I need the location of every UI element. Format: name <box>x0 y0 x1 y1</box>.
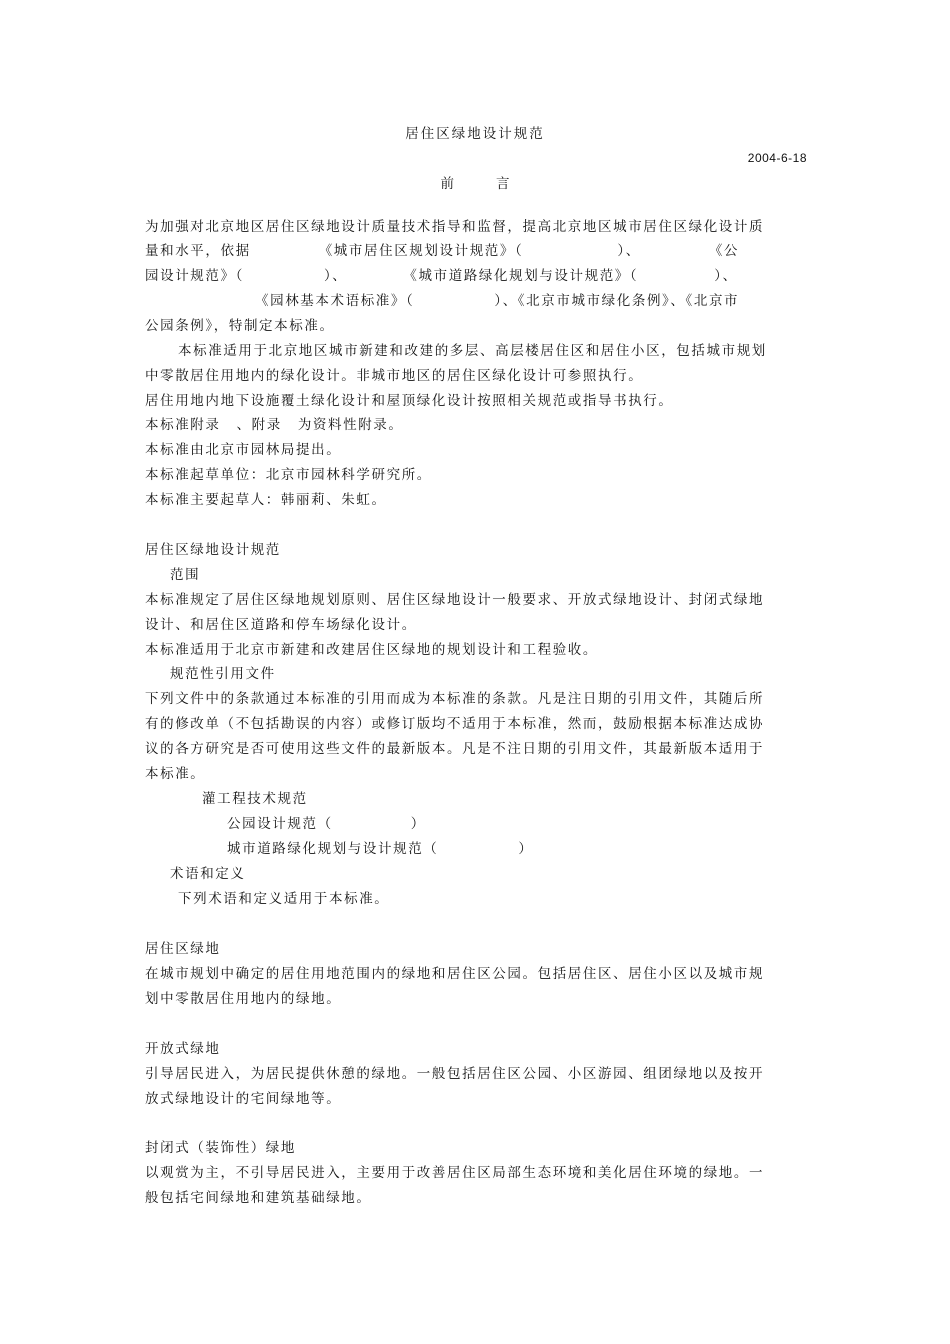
scope-line-3: 本标准适用于北京市新建和改建居住区绿地的规划设计和工程验收。 <box>145 642 598 658</box>
foreword-heading-char-1: 前 <box>440 176 454 192</box>
term-2-heading: 开放式绿地 <box>145 1041 221 1057</box>
foreword-p4 <box>145 416 404 434</box>
text-span: 公园设计规范（ <box>227 816 333 832</box>
text-span: 《城市道路绿化规划与设计规范》（ <box>403 268 639 284</box>
foreword-p3: 居住用地内地下设施覆土绿化设计和屋顶绿化设计按照相关规范或指导书执行。 <box>145 393 674 409</box>
foreword-line-4 <box>145 292 739 310</box>
scope-line-1: 本标准规定了居住区绿地规划原则、居住区绿地设计一般要求、开放式绿地设计、封闭式绿地 <box>145 592 765 608</box>
foreword-line-5: 公园条例》，特制定本标准。 <box>145 318 335 334</box>
section-heading-scope: 范围 <box>170 567 201 583</box>
foreword-p2-line-2: 中零散居住用地内的绿化设计。非城市地区的居住区绿化设计可参照执行。 <box>145 368 644 384</box>
reference-item-1: 灌工程技术规范 <box>202 791 308 807</box>
foreword-p6: 本标准起草单位：北京市园林科学研究所。 <box>145 467 432 483</box>
scope-line-2: 设计、和居住区道路和停车场绿化设计。 <box>145 617 417 633</box>
text-span: 《园林基本术语标准》（ <box>255 293 415 309</box>
foreword-p7: 本标准主要起草人：韩丽莉、朱虹。 <box>145 492 387 508</box>
reference-item-3 <box>227 840 534 858</box>
references-line-3: 议的各方研究是否可使用这些文件的最新版本。凡是不注日期的引用文件，其最新版本适用于 <box>145 741 765 757</box>
body-title: 居住区绿地设计规范 <box>145 542 281 558</box>
section-heading-references: 规范性引用文件 <box>170 666 276 682</box>
text-span: ）、 <box>714 268 738 284</box>
terms-line-1: 下列术语和定义适用于本标准。 <box>178 891 390 907</box>
term-3-line-2: 般包括宅间绿地和建筑基础绿地。 <box>145 1190 372 1206</box>
foreword-line-1: 为加强对北京地区居住区绿地设计质量技术指导和监督，提高北京地区城市居住区绿化设计质 <box>145 219 765 235</box>
text-span: ） <box>518 841 534 857</box>
text-span: 《公 <box>708 243 740 259</box>
text-span: ）、 <box>323 268 348 284</box>
text-span: ）、《北京市城市绿化条例》、《北京市 <box>494 293 740 309</box>
text-span: ） <box>410 816 426 832</box>
term-3-heading: 封闭式（装饰性）绿地 <box>145 1140 296 1156</box>
foreword-heading <box>0 172 950 192</box>
reference-item-2 <box>227 815 426 833</box>
text-span: ）、 <box>617 243 641 259</box>
text-span: 为资料性附录。 <box>297 417 404 433</box>
references-line-4: 本标准。 <box>145 766 206 782</box>
foreword-heading-char-2: 言 <box>496 176 510 192</box>
term-3-line-1: 以观赏为主，不引导居民进入，主要用于改善居住区局部生态环境和美化居住环境的绿地。一 <box>145 1165 765 1181</box>
foreword-line-2 <box>145 242 739 260</box>
term-1-line-1: 在城市规划中确定的居住用地范围内的绿地和居住区公园。包括居住区、居住小区以及城市规 <box>145 966 765 982</box>
text-span: 、附录 <box>236 417 282 433</box>
foreword-line-3 <box>145 267 738 285</box>
term-1-line-2: 划中零散居住用地内的绿地。 <box>145 991 342 1007</box>
term-2-line-1: 引导居民进入，为居民提供休憩的绿地。一般包括居住区公园、小区游园、组团绿地以及按开 <box>145 1066 765 1082</box>
term-1-heading: 居住区绿地 <box>145 941 221 957</box>
foreword-p5: 本标准由北京市园林局提出。 <box>145 442 342 458</box>
text-span: 量和水平，依据 <box>145 243 251 259</box>
references-line-2: 有的修改单（不包括勘误的内容）或修订版均不适用于本标准，然而，鼓励根据本标准达成协 <box>145 716 765 732</box>
foreword-p2-line-1: 本标准适用于北京地区城市新建和改建的多层、高层楼居住区和居住小区，包括城市规划 <box>178 343 767 359</box>
references-line-1: 下列文件中的条款通过本标准的引用而成为本标准的条款。凡是注日期的引用文件，其随后所 <box>145 691 765 707</box>
text-span: 本标准附录 <box>145 417 221 433</box>
section-heading-terms: 术语和定义 <box>170 866 246 882</box>
text-span: 《城市居住区规划设计规范》（ <box>318 243 524 259</box>
document-date: 2004-6-18 <box>747 151 807 165</box>
term-2-line-2: 放式绿地设计的宅间绿地等。 <box>145 1091 342 1107</box>
text-span: 城市道路绿化规划与设计规范（ <box>227 841 439 857</box>
text-span: 园设计规范》（ <box>145 268 244 284</box>
document-title: 居住区绿地设计规范 <box>405 126 545 142</box>
